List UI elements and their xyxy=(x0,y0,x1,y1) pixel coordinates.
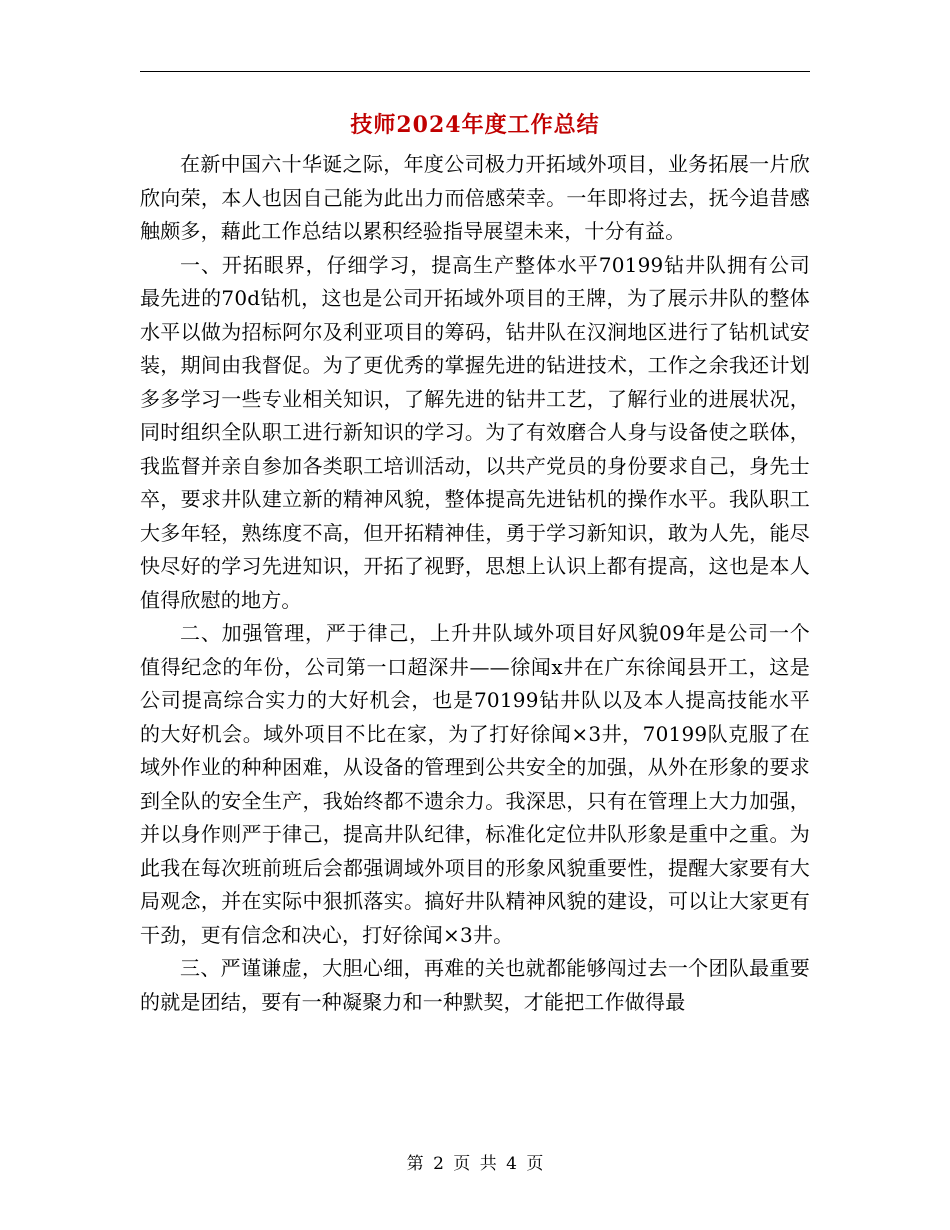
document-title: 技师2024年度工作总结 xyxy=(350,112,600,138)
header-rule xyxy=(140,71,810,72)
paragraph-section-3: 三、严谨谦虚，大胆心细，再难的关也就都能够闯过去一个团队最重要的就是团结，要有一种凝聚力和一种默契，才能把工作做得最 xyxy=(140,956,810,1014)
document-body xyxy=(140,148,810,1019)
paragraph-section-1: 一、开拓眼界，仔细学习，提高生产整体水平70199钻井队拥有公司最先进的70d钻机，这也是公司开拓域外项目的王牌，为了展示井队的整体水平以做为招标阿尔及利亚项目的筹码，钻井队在汉涧地区进行了钻机试安装，期间由我督促。为了更优秀的掌握先进的钻进技术，工作之余我还计划多多学习一些专业相关知识，了解先进的钻井工艺，了解行业的进展状况，同时组织全队职工进行新知识的学习。为了有效磨合人身与设备使之联体，我监督并亲自参加各类职工培训活动，以共产党员的身份要求自己，身先士卒，要求井队建立新的精神风貌，整体提高先进钻机的操作水平。我队职工大多年轻，熟练度不高，但开拓精神佳，勇于学习新知识，敢为人先，能尽快尽好的学习先进知识，开拓了视野，思想上认识上都有提高，这也是本人值得欣慰的地方。 xyxy=(140,252,810,612)
paragraph-section-2: 二、加强管理，严于律己，上升井队域外项目好风貌09年是公司一个值得纪念的年份，公司第一口超深井——徐闻x井在广东徐闻县开工，这是公司提高综合实力的大好机会，也是70199钻井队以及本人提高技能水平的大好机会。域外项目不比在家，为了打好徐闻×3井，70199队克服了在域外作业的种种困难，从设备的管理到公共安全的加强，从外在形象的要求到全队的安全生产，我始终都不遗余力。我深思，只有在管理上大力加强，并以身作则严于律己，提高井队纪律，标准化定位井队形象是重中之重。为此我在每次班前班后会都强调域外项目的形象风貌重要性，提醒大家要有大局观念，并在实际中狠抓落实。搞好井队精神风貌的建设，可以让大家更有干劲，更有信念和决心，打好徐闻×3井。 xyxy=(140,621,810,947)
paragraph-intro: 在新中国六十华诞之际，年度公司极力开拓域外项目，业务拓展一片欣欣向荣，本人也因自己能为此出力而倍感荣幸。一年即将过去，抚今追昔感触颇多，藉此工作总结以累积经验指导展望未来，十分有益。 xyxy=(140,152,810,243)
page-number-footer: 第 2 页 共 4 页 xyxy=(406,1154,544,1174)
